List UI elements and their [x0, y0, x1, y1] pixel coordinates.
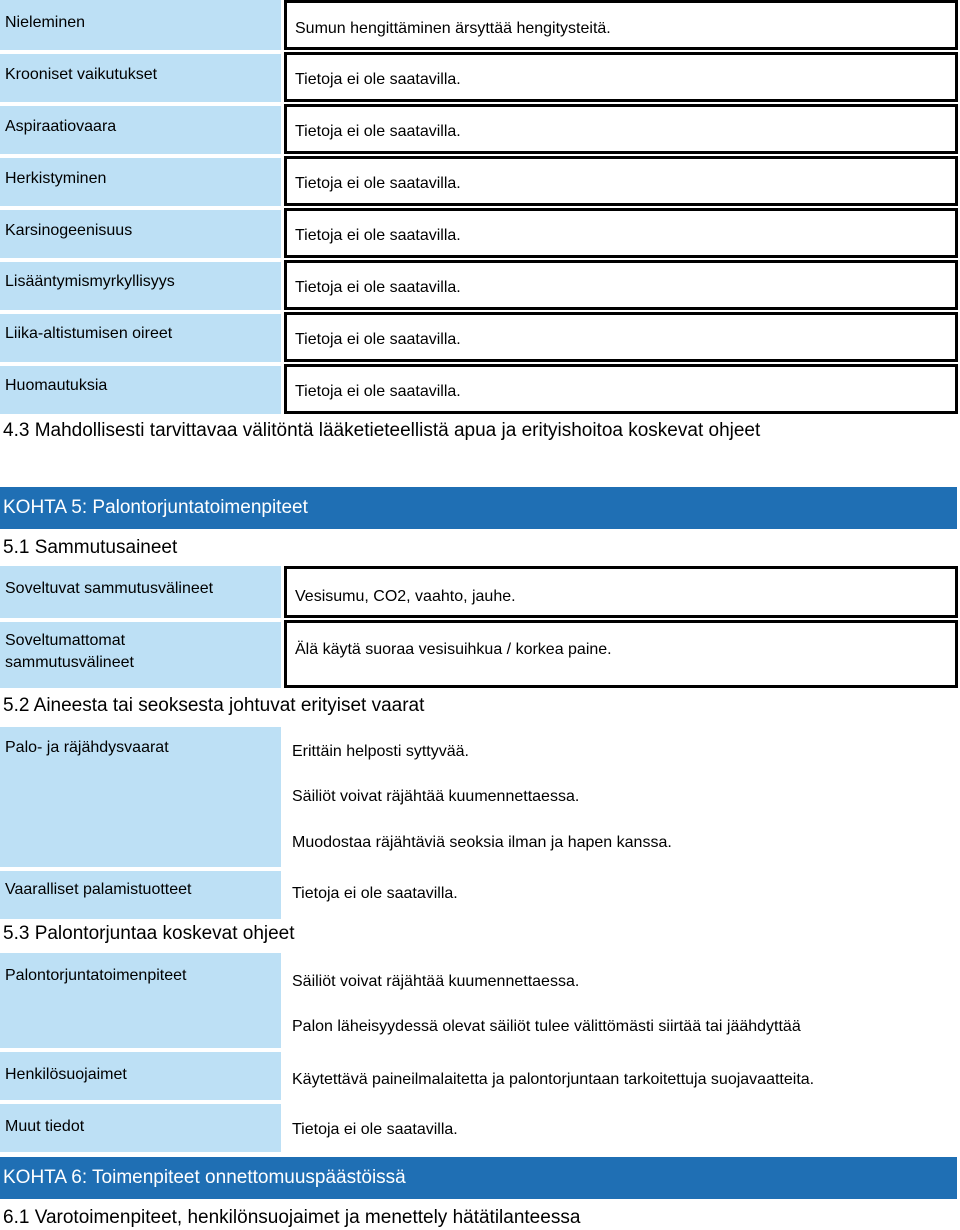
row-label: Palontorjuntatoimenpiteet	[5, 967, 187, 984]
row-value: Tietoja ei ole saatavilla.	[295, 331, 461, 348]
row-value: Tietoja ei ole saatavilla.	[295, 175, 461, 192]
row-label: Herkistyminen	[5, 170, 107, 187]
row-label-cell	[0, 312, 281, 362]
row-value-line: Säiliöt voivat räjähtää kuumennettaessa.	[292, 973, 580, 990]
row-label-cell	[0, 260, 281, 310]
section-5-header	[0, 487, 957, 529]
row-value-cell	[284, 208, 958, 258]
row-value: Tietoja ei ole saatavilla.	[295, 279, 461, 296]
table-row	[0, 312, 960, 362]
table-row	[0, 566, 960, 618]
row-value: Tietoja ei ole saatavilla.	[295, 383, 461, 400]
row-value-cell	[284, 620, 958, 688]
table-row	[0, 104, 960, 154]
row-value-line: Tietoja ei ole saatavilla.	[292, 1121, 458, 1138]
row-value: Tietoja ei ole saatavilla.	[295, 123, 461, 140]
row-value-cell	[284, 104, 958, 154]
row-label-cell	[0, 869, 281, 919]
row-label-cell	[0, 364, 281, 414]
row-label: sammutusvälineet	[5, 654, 134, 671]
row-value-cell	[284, 156, 958, 206]
heading-4-3: 4.3 Mahdollisesti tarvittavaa välitöntä lääketieteellistä apua ja erityishoitoa koskevat ohjeet	[3, 420, 761, 441]
table-row	[0, 1102, 960, 1152]
row-label-cell	[0, 620, 281, 688]
row-value-line: Muodostaa räjähtäviä seoksia ilman ja hapen kanssa.	[292, 834, 672, 851]
row-value-line: Käytettävä paineilmalaitetta ja palontorjuntaan tarkoitettuja suojavaatteita.	[292, 1071, 815, 1088]
row-label: Lisääntymismyrkyllisyys	[5, 273, 175, 290]
row-value-line: Erittäin helposti syttyvää.	[292, 743, 469, 760]
row-value-cell	[284, 52, 958, 102]
row-label-cell	[0, 52, 281, 102]
row-label-cell	[0, 1050, 281, 1100]
row-label-cell	[0, 156, 281, 206]
table-row	[0, 869, 960, 919]
row-label-cell	[0, 104, 281, 154]
table-row	[0, 364, 960, 414]
row-value-line: Tietoja ei ole saatavilla.	[292, 885, 458, 902]
section-6-title: KOHTA 6: Toimenpiteet onnettomuuspäästöissä	[3, 1167, 406, 1188]
row-label: Huomautuksia	[5, 377, 108, 394]
section-6-header	[0, 1157, 957, 1199]
heading-5-1: 5.1 Sammutusaineet	[3, 537, 178, 558]
row-value-cell	[284, 566, 958, 618]
row-value: Tietoja ei ole saatavilla.	[295, 71, 461, 88]
row-value-cell	[284, 260, 958, 310]
table-row	[0, 620, 960, 688]
row-label: Karsinogeenisuus	[5, 222, 133, 239]
row-value-cell	[284, 364, 958, 414]
row-value: Älä käytä suoraa vesisuihkua / korkea paine.	[295, 641, 612, 658]
row-value: Vesisumu, CO2, vaahto, jauhe.	[295, 588, 516, 605]
row-label: Vaaralliset palamistuotteet	[5, 881, 192, 898]
row-label-cell	[0, 566, 281, 618]
heading-5-2: 5.2 Aineesta tai seoksesta johtuvat erityiset vaarat	[3, 695, 425, 716]
row-label: Krooniset vaikutukset	[5, 66, 158, 83]
row-value-cell	[284, 0, 958, 50]
heading-5-3: 5.3 Palontorjuntaa koskevat ohjeet	[3, 923, 295, 944]
table-row	[0, 260, 960, 310]
section-5-title: KOHTA 5: Palontorjuntatoimenpiteet	[3, 497, 308, 518]
row-label: Muut tiedot	[5, 1118, 85, 1135]
row-label-cell	[0, 208, 281, 258]
row-label: Palo- ja räjähdysvaarat	[5, 739, 169, 756]
row-label-cell	[0, 0, 281, 50]
row-label-cell	[0, 953, 281, 1048]
row-label-cell	[0, 1102, 281, 1152]
row-label-cell	[0, 727, 281, 867]
row-value: Tietoja ei ole saatavilla.	[295, 227, 461, 244]
row-label: Henkilösuojaimet	[5, 1066, 127, 1083]
row-label: Liika-altistumisen oireet	[5, 325, 173, 342]
table-row	[0, 52, 960, 102]
row-label: Nieleminen	[5, 14, 86, 31]
table-row	[0, 156, 960, 206]
row-label: Soveltumattomat	[5, 632, 126, 649]
row-value-line: Säiliöt voivat räjähtää kuumennettaessa.	[292, 788, 580, 805]
table-row	[0, 208, 960, 258]
table-row	[0, 0, 960, 50]
row-value: Sumun hengittäminen ärsyttää hengitysteitä.	[295, 20, 611, 37]
heading-6-1: 6.1 Varotoimenpiteet, henkilönsuojaimet ja menettely hätätilanteessa	[3, 1207, 581, 1228]
row-label: Aspiraatiovaara	[5, 118, 117, 135]
row-label: Soveltuvat sammutusvälineet	[5, 580, 214, 597]
row-value-line: Palon läheisyydessä olevat säiliöt tulee välittömästi siirtää tai jäähdyttää	[292, 1018, 801, 1035]
row-value-cell	[284, 312, 958, 362]
